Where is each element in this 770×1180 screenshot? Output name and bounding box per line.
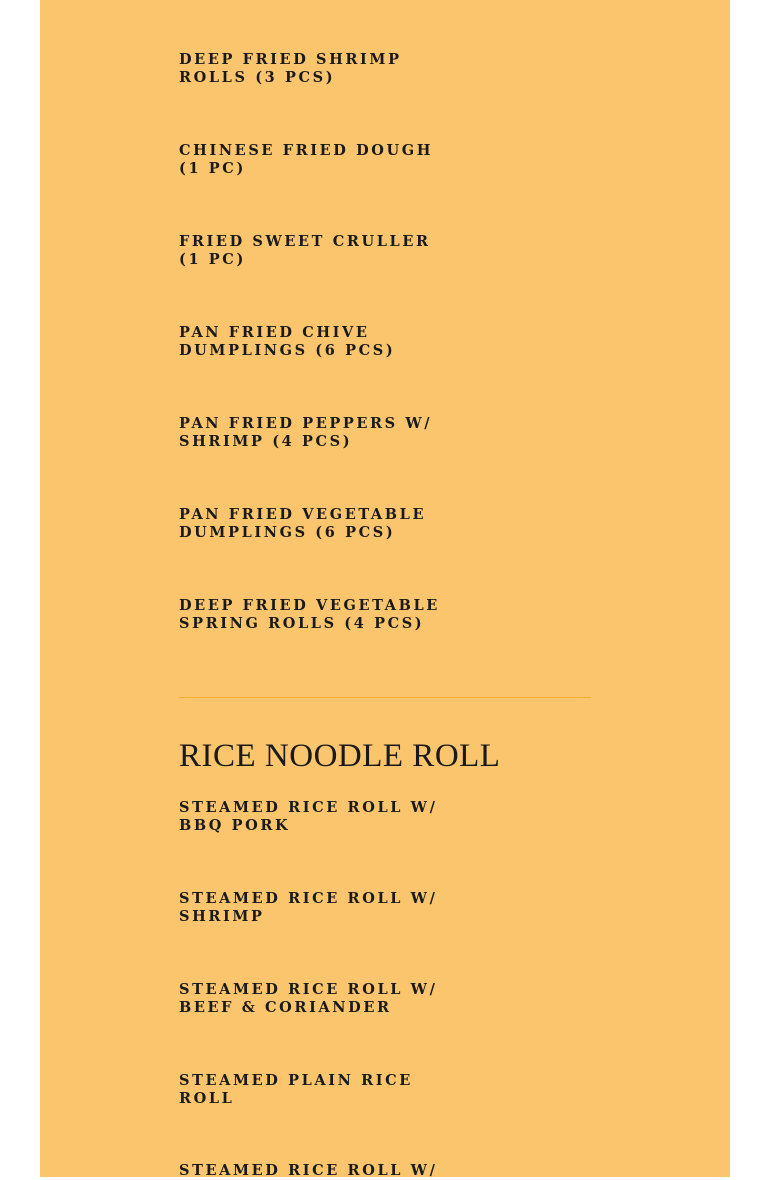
menu-item-steamed-rice-roll-bbq-pork[interactable]: STEAMED RICE ROLL W/ BBQ PORK [179, 799, 438, 834]
menu-item-fried-sweet-cruller[interactable]: FRIED SWEET CRULLER (1 PC) [179, 233, 431, 268]
menu-item-steamed-plain-rice-roll[interactable]: STEAMED PLAIN RICE ROLL [179, 1072, 413, 1107]
menu-item-deep-fried-shrimp-rolls[interactable]: DEEP FRIED SHRIMP ROLLS (3 PCS) [179, 51, 402, 86]
menu-item-pan-fried-vegetable-dumplings[interactable]: PAN FRIED VEGETABLE DUMPLINGS (6 PCS) [179, 506, 427, 541]
menu-item-chinese-fried-dough[interactable]: CHINESE FRIED DOUGH (1 PC) [179, 142, 434, 177]
menu-item-steamed-rice-roll-partial[interactable]: STEAMED RICE ROLL W/ [179, 1162, 438, 1179]
menu-item-pan-fried-peppers-shrimp[interactable]: PAN FRIED PEPPERS W/ SHRIMP (4 PCS) [179, 415, 433, 450]
section-divider [179, 697, 591, 698]
menu-item-steamed-rice-roll-shrimp[interactable]: STEAMED RICE ROLL W/ SHRIMP [179, 890, 438, 925]
menu-item-steamed-rice-roll-beef-coriander[interactable]: STEAMED RICE ROLL W/ BEEF & CORIANDER [179, 981, 438, 1016]
section-title-rice-noodle-roll: RICE NOODLE ROLL [179, 738, 501, 774]
menu-item-deep-fried-vegetable-spring-rolls[interactable]: DEEP FRIED VEGETABLE SPRING ROLLS (4 PCS) [179, 597, 440, 632]
menu-item-pan-fried-chive-dumplings[interactable]: PAN FRIED CHIVE DUMPLINGS (6 PCS) [179, 324, 396, 359]
